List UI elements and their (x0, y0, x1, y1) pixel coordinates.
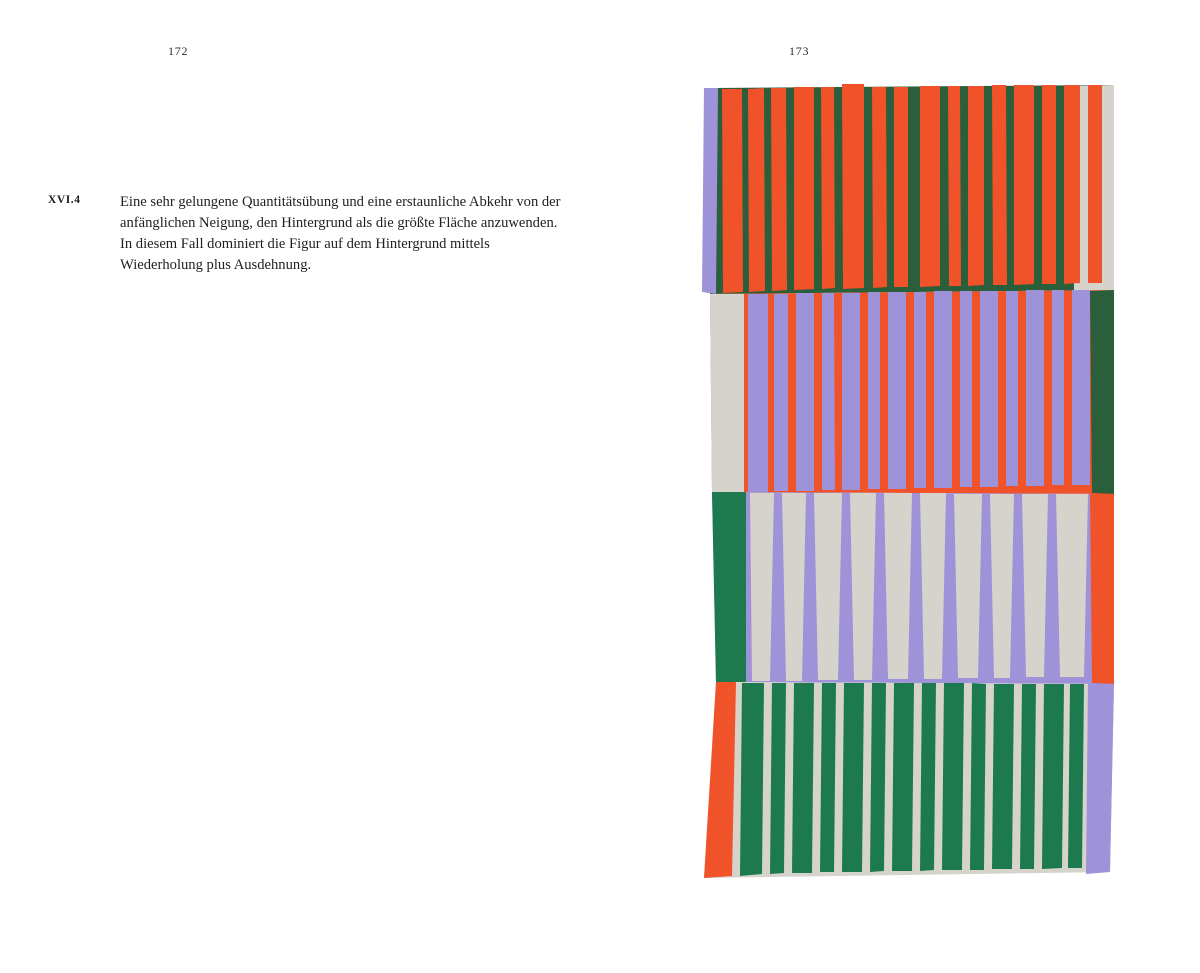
artwork-band-2 (710, 290, 1114, 494)
folio-page-number-right: 173 (789, 44, 810, 58)
folio-page-number-left: 172 (168, 44, 189, 58)
caption-text: Eine sehr gelungene Quantitätsübung und eine erstaunliche Abkehr von der anfänglichen Neigung, den Hintergrund als die größte Fläche anzuwenden. In diesem Fall dominiert die Figur auf dem Hintergrund mittels Wiederholung plus Ausdehnung. (120, 194, 561, 274)
artwork-stripes-illustration (702, 82, 1114, 882)
artwork-band-4 (704, 682, 1114, 878)
caption-block (48, 192, 568, 277)
artwork-band-1 (702, 84, 1114, 294)
artwork-band-3 (712, 492, 1114, 684)
artwork-figure (702, 82, 1114, 882)
caption-number: XVI.4 (48, 194, 81, 206)
